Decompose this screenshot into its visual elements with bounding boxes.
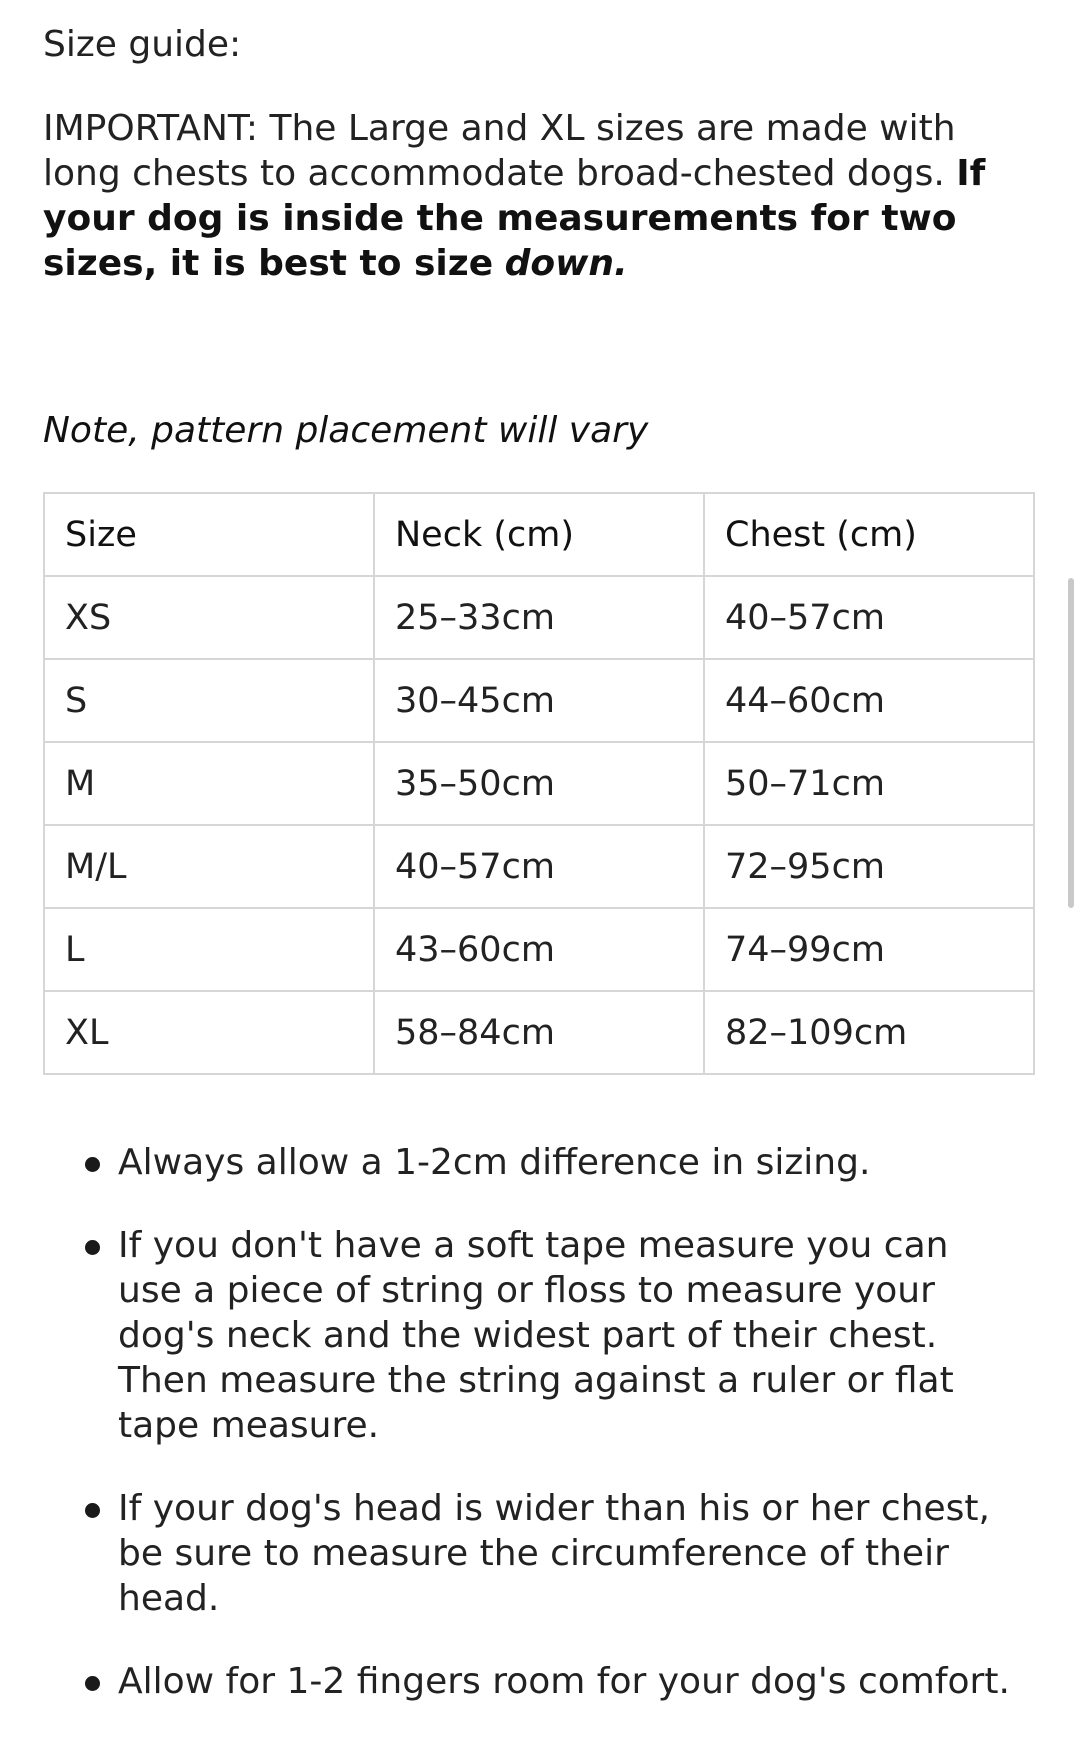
- list-item: [80, 1486, 1020, 1621]
- cell-size: XL: [44, 991, 374, 1074]
- table-row: [44, 659, 1034, 742]
- cell-neck: 35–50cm: [374, 742, 704, 825]
- cell-chest: 40–57cm: [704, 576, 1034, 659]
- list-item: [80, 1659, 1020, 1704]
- table-row: [44, 825, 1034, 908]
- important-bold-text: If your dog is inside the measurements for two sizes, it is best to size: [43, 153, 986, 284]
- pattern-note: Note, pattern placement will vary: [43, 410, 649, 451]
- table-row: [44, 576, 1034, 659]
- bullet-icon: [85, 1157, 100, 1172]
- column-header-chest: Chest (cm): [704, 493, 1034, 576]
- scrollbar[interactable]: [1068, 578, 1074, 908]
- bullet-icon: [85, 1240, 100, 1255]
- list-item: [80, 1223, 1020, 1448]
- table-header-row: [44, 493, 1034, 576]
- cell-chest: 44–60cm: [704, 659, 1034, 742]
- table-row: [44, 991, 1034, 1074]
- important-bold-italic-text: down.: [504, 243, 628, 284]
- column-header-neck: Neck (cm): [374, 493, 704, 576]
- tip-text: Always allow a 1-2cm difference in sizing.: [118, 1142, 871, 1183]
- cell-neck: 25–33cm: [374, 576, 704, 659]
- page-title: Size guide:: [43, 24, 242, 65]
- bullet-icon: [85, 1503, 100, 1518]
- cell-neck: 58–84cm: [374, 991, 704, 1074]
- cell-size: S: [44, 659, 374, 742]
- cell-size: XS: [44, 576, 374, 659]
- list-item: [80, 1140, 1020, 1185]
- cell-size: L: [44, 908, 374, 991]
- column-header-size: Size: [44, 493, 374, 576]
- important-notice: [43, 106, 1043, 286]
- cell-neck: 43–60cm: [374, 908, 704, 991]
- cell-neck: 40–57cm: [374, 825, 704, 908]
- sizing-tips-list: [80, 1140, 1020, 1742]
- cell-chest: 50–71cm: [704, 742, 1034, 825]
- table-row: [44, 908, 1034, 991]
- tip-text: Allow for 1-2 fingers room for your dog's comfort.: [118, 1661, 1010, 1702]
- cell-neck: 30–45cm: [374, 659, 704, 742]
- important-text: IMPORTANT: The Large and XL sizes are made with long chests to accommodate broad-chested dogs.: [43, 108, 956, 194]
- cell-size: M: [44, 742, 374, 825]
- tip-text: If you don't have a soft tape measure you can use a piece of string or floss to measure your dog's neck and the widest part of their chest. Then measure the string against a ruler or flat tape measure.: [118, 1225, 954, 1446]
- size-table: [43, 492, 1035, 1075]
- table-row: [44, 742, 1034, 825]
- cell-chest: 74–99cm: [704, 908, 1034, 991]
- cell-chest: 82–109cm: [704, 991, 1034, 1074]
- cell-size: M/L: [44, 825, 374, 908]
- cell-chest: 72–95cm: [704, 825, 1034, 908]
- bullet-icon: [85, 1676, 100, 1691]
- tip-text: If your dog's head is wider than his or her chest, be sure to measure the circumference of their head.: [118, 1488, 990, 1619]
